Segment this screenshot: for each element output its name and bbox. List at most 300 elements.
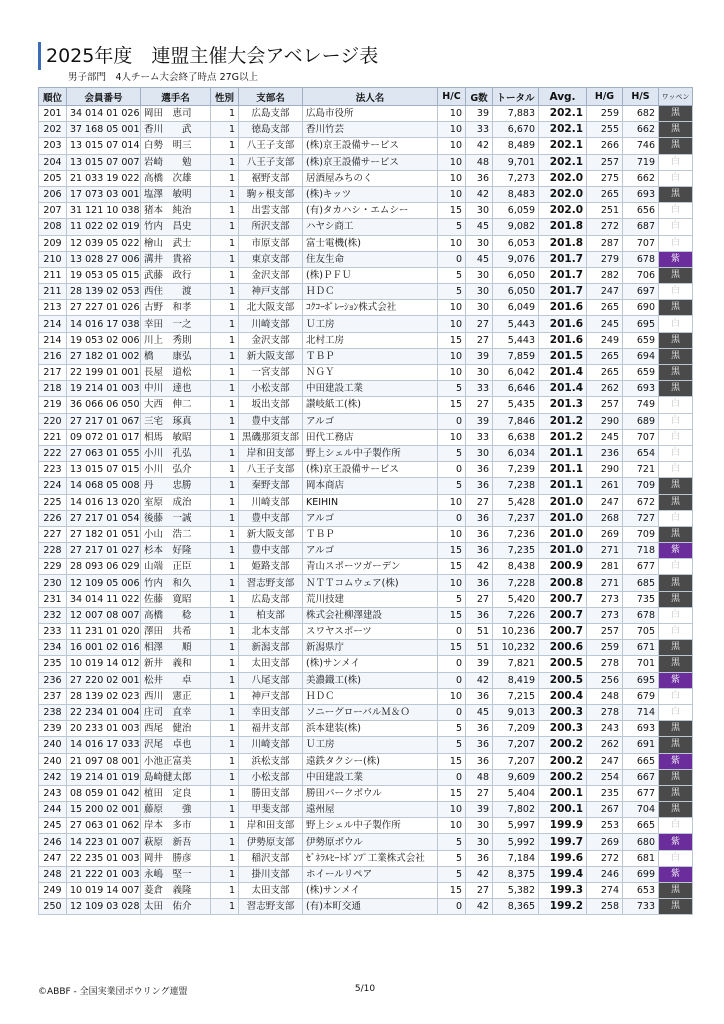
average-cell: 201.5 [539, 348, 587, 364]
average-cell: 199.4 [539, 866, 587, 882]
member-number-cell: 34 014 11 022 [67, 591, 141, 607]
games-cell: 42 [466, 672, 493, 688]
company-cell: (株)京王設備サービス [303, 462, 438, 478]
player-name-cell: 岩崎 勉 [141, 154, 211, 170]
games-cell: 42 [466, 186, 493, 202]
member-number-cell: 08 059 01 042 [67, 785, 141, 801]
gender-cell: 1 [211, 413, 239, 429]
handicap-cell: 10 [438, 300, 466, 316]
handicap-cell: 10 [438, 348, 466, 364]
column-header-high-series: H/S [623, 88, 659, 106]
average-cell: 201.1 [539, 462, 587, 478]
branch-cell: 広島支部 [239, 106, 303, 122]
games-cell: 36 [466, 462, 493, 478]
total-cell: 8,375 [493, 866, 539, 882]
patch-badge: 黒 [659, 300, 693, 316]
member-number-cell: 27 182 01 051 [67, 526, 141, 542]
table-row [39, 332, 693, 348]
player-name-cell: 永嶋 堅一 [141, 866, 211, 882]
branch-cell: 出雲支部 [239, 203, 303, 219]
total-cell: 6,053 [493, 235, 539, 251]
average-cell: 201.1 [539, 478, 587, 494]
table-row [39, 704, 693, 720]
rank-cell: 246 [39, 834, 67, 850]
patch-badge: 白 [659, 429, 693, 445]
player-name-cell: 島崎健太郎 [141, 769, 211, 785]
total-cell: 5,443 [493, 332, 539, 348]
gender-cell: 1 [211, 850, 239, 866]
branch-cell: 北本支部 [239, 624, 303, 640]
branch-cell: 甲斐支部 [239, 802, 303, 818]
player-name-cell: 竹内 昌史 [141, 219, 211, 235]
high-series-cell: 667 [623, 769, 659, 785]
table-row [39, 251, 693, 267]
table-row [39, 526, 693, 542]
table-row [39, 316, 693, 332]
games-cell: 36 [466, 737, 493, 753]
handicap-cell: 5 [438, 591, 466, 607]
games-cell: 30 [466, 235, 493, 251]
gender-cell: 1 [211, 348, 239, 364]
total-cell: 8,489 [493, 138, 539, 154]
average-cell: 200.4 [539, 688, 587, 704]
total-cell: 7,207 [493, 737, 539, 753]
high-series-cell: 665 [623, 818, 659, 834]
column-header-average: Avg. [539, 88, 587, 106]
column-header-branch: 支部名 [239, 88, 303, 106]
member-number-cell: 12 109 03 028 [67, 899, 141, 915]
rank-cell: 209 [39, 235, 67, 251]
branch-cell: 金沢支部 [239, 267, 303, 283]
member-number-cell: 12 007 08 007 [67, 607, 141, 623]
member-number-cell: 19 214 01 019 [67, 769, 141, 785]
handicap-cell: 5 [438, 445, 466, 461]
total-cell: 6,050 [493, 284, 539, 300]
games-cell: 36 [466, 478, 493, 494]
rank-cell: 211 [39, 284, 67, 300]
rank-cell: 232 [39, 607, 67, 623]
high-game-cell: 267 [587, 802, 623, 818]
company-cell: アルゴ [303, 510, 438, 526]
member-number-cell: 15 200 02 001 [67, 802, 141, 818]
player-name-cell: 武藤 政行 [141, 267, 211, 283]
branch-cell: 新潟支部 [239, 640, 303, 656]
member-number-cell: 20 233 01 003 [67, 721, 141, 737]
column-header-handicap: H/C [438, 88, 466, 106]
branch-cell: 神戸支部 [239, 284, 303, 300]
table-row [39, 624, 693, 640]
table-row [39, 478, 693, 494]
patch-badge: 黒 [659, 122, 693, 138]
games-cell: 45 [466, 704, 493, 720]
high-series-cell: 693 [623, 381, 659, 397]
total-cell: 7,184 [493, 850, 539, 866]
member-number-cell: 17 073 03 001 [67, 186, 141, 202]
high-series-cell: 665 [623, 753, 659, 769]
patch-badge: 黒 [659, 478, 693, 494]
handicap-cell: 15 [438, 203, 466, 219]
gender-cell: 1 [211, 397, 239, 413]
games-cell: 39 [466, 348, 493, 364]
member-number-cell: 14 016 17 038 [67, 316, 141, 332]
high-game-cell: 290 [587, 462, 623, 478]
branch-cell: 姫路支部 [239, 559, 303, 575]
company-cell: 北村工房 [303, 332, 438, 348]
company-cell: (株)ＰＦＵ [303, 267, 438, 283]
high-game-cell: 269 [587, 834, 623, 850]
high-series-cell: 701 [623, 656, 659, 672]
player-name-cell: 新井 義和 [141, 656, 211, 672]
total-cell: 9,076 [493, 251, 539, 267]
member-number-cell: 36 066 06 050 [67, 397, 141, 413]
rank-cell: 243 [39, 785, 67, 801]
average-cell: 202.1 [539, 154, 587, 170]
rank-cell: 239 [39, 721, 67, 737]
player-name-cell: 室原 成治 [141, 494, 211, 510]
average-cell: 201.6 [539, 316, 587, 332]
player-name-cell: 杉本 好隆 [141, 543, 211, 559]
rank-cell: 210 [39, 251, 67, 267]
company-cell: 広島市役所 [303, 106, 438, 122]
games-cell: 39 [466, 802, 493, 818]
company-cell: 野上シェル中子製作所 [303, 818, 438, 834]
gender-cell: 1 [211, 575, 239, 591]
high-game-cell: 259 [587, 640, 623, 656]
table-body [39, 106, 693, 915]
company-cell: 中田建設工業 [303, 381, 438, 397]
handicap-cell: 10 [438, 575, 466, 591]
total-cell: 9,701 [493, 154, 539, 170]
company-cell: 中田建設工業 [303, 769, 438, 785]
handicap-cell: 5 [438, 219, 466, 235]
patch-badge: 黒 [659, 802, 693, 818]
gender-cell: 1 [211, 154, 239, 170]
table-row [39, 688, 693, 704]
high-series-cell: 677 [623, 785, 659, 801]
high-series-cell: 691 [623, 737, 659, 753]
player-name-cell: 松井 卓 [141, 672, 211, 688]
average-cell: 202.0 [539, 170, 587, 186]
total-cell: 8,438 [493, 559, 539, 575]
table-row [39, 559, 693, 575]
rank-cell: 223 [39, 462, 67, 478]
patch-badge: 黒 [659, 494, 693, 510]
high-game-cell: 251 [587, 203, 623, 219]
games-cell: 48 [466, 769, 493, 785]
average-cell: 200.8 [539, 575, 587, 591]
high-game-cell: 272 [587, 850, 623, 866]
high-series-cell: 699 [623, 866, 659, 882]
member-number-cell: 10 019 14 012 [67, 656, 141, 672]
table-row [39, 267, 693, 283]
rank-cell: 227 [39, 526, 67, 542]
branch-cell: 北大阪支部 [239, 300, 303, 316]
high-series-cell: 704 [623, 802, 659, 818]
rank-cell: 237 [39, 688, 67, 704]
player-name-cell: 高橋 稔 [141, 607, 211, 623]
patch-badge: 黒 [659, 883, 693, 899]
table-row [39, 106, 693, 122]
total-cell: 10,236 [493, 624, 539, 640]
gender-cell: 1 [211, 834, 239, 850]
high-series-cell: 714 [623, 704, 659, 720]
high-game-cell: 247 [587, 494, 623, 510]
high-game-cell: 248 [587, 688, 623, 704]
total-cell: 7,238 [493, 478, 539, 494]
games-cell: 39 [466, 656, 493, 672]
patch-badge: 黒 [659, 591, 693, 607]
handicap-cell: 5 [438, 850, 466, 866]
table-row [39, 575, 693, 591]
branch-cell: 掛川支部 [239, 866, 303, 882]
member-number-cell: 27 227 01 026 [67, 300, 141, 316]
handicap-cell: 15 [438, 640, 466, 656]
rank-cell: 234 [39, 640, 67, 656]
member-number-cell: 27 217 01 067 [67, 413, 141, 429]
rank-cell: 229 [39, 559, 67, 575]
table-row [39, 640, 693, 656]
handicap-cell: 10 [438, 154, 466, 170]
table-row [39, 543, 693, 559]
high-game-cell: 265 [587, 365, 623, 381]
handicap-cell: 10 [438, 429, 466, 445]
total-cell: 6,638 [493, 429, 539, 445]
branch-cell: 八王子支部 [239, 462, 303, 478]
rank-cell: 231 [39, 591, 67, 607]
high-game-cell: 261 [587, 478, 623, 494]
company-cell: (株)キッツ [303, 186, 438, 202]
table-row [39, 203, 693, 219]
gender-cell: 1 [211, 543, 239, 559]
total-cell: 9,609 [493, 769, 539, 785]
high-series-cell: 733 [623, 899, 659, 915]
player-name-cell: 西川 憲正 [141, 688, 211, 704]
member-number-cell: 13 028 27 006 [67, 251, 141, 267]
average-cell: 201.8 [539, 219, 587, 235]
high-series-cell: 706 [623, 267, 659, 283]
gender-cell: 1 [211, 753, 239, 769]
average-cell: 202.1 [539, 138, 587, 154]
total-cell: 5,997 [493, 818, 539, 834]
member-number-cell: 19 053 05 015 [67, 267, 141, 283]
player-name-cell: 小川 孔弘 [141, 445, 211, 461]
patch-badge: 白 [659, 688, 693, 704]
gender-cell: 1 [211, 138, 239, 154]
table-row [39, 802, 693, 818]
high-game-cell: 281 [587, 559, 623, 575]
games-cell: 36 [466, 753, 493, 769]
total-cell: 7,239 [493, 462, 539, 478]
games-cell: 30 [466, 834, 493, 850]
games-cell: 33 [466, 381, 493, 397]
company-cell: 住友生命 [303, 251, 438, 267]
games-cell: 42 [466, 899, 493, 915]
games-cell: 48 [466, 154, 493, 170]
gender-cell: 1 [211, 300, 239, 316]
handicap-cell: 15 [438, 785, 466, 801]
branch-cell: 神戸支部 [239, 688, 303, 704]
high-series-cell: 695 [623, 672, 659, 688]
company-cell: アルゴ [303, 413, 438, 429]
player-name-cell: 小池正富美 [141, 753, 211, 769]
average-cell: 201.0 [539, 510, 587, 526]
branch-cell: 八王子支部 [239, 138, 303, 154]
high-series-cell: 679 [623, 688, 659, 704]
handicap-cell: 0 [438, 704, 466, 720]
high-series-cell: 671 [623, 640, 659, 656]
games-cell: 39 [466, 413, 493, 429]
high-series-cell: 719 [623, 154, 659, 170]
member-number-cell: 14 016 17 033 [67, 737, 141, 753]
member-number-cell: 22 199 01 001 [67, 365, 141, 381]
branch-cell: 所沢支部 [239, 219, 303, 235]
total-cell: 7,226 [493, 607, 539, 623]
high-game-cell: 271 [587, 575, 623, 591]
games-cell: 36 [466, 170, 493, 186]
table-row [39, 445, 693, 461]
gender-cell: 1 [211, 688, 239, 704]
average-cell: 201.7 [539, 251, 587, 267]
company-cell: ソニーグローバルＭ＆Ｏ [303, 704, 438, 720]
branch-cell: 駒ヶ根支部 [239, 186, 303, 202]
branch-cell: 東京支部 [239, 251, 303, 267]
games-cell: 30 [466, 365, 493, 381]
high-series-cell: 677 [623, 559, 659, 575]
high-game-cell: 279 [587, 251, 623, 267]
footer-copyright: ©ABBF - 全国実業団ボウリング連盟 [38, 987, 188, 997]
gender-cell: 1 [211, 704, 239, 720]
high-series-cell: 697 [623, 284, 659, 300]
games-cell: 33 [466, 122, 493, 138]
player-name-cell: 岡井 勝彦 [141, 850, 211, 866]
rank-cell: 244 [39, 802, 67, 818]
high-series-cell: 727 [623, 510, 659, 526]
gender-cell: 1 [211, 737, 239, 753]
handicap-cell: 10 [438, 365, 466, 381]
rank-cell: 220 [39, 413, 67, 429]
total-cell: 6,034 [493, 445, 539, 461]
rank-cell: 203 [39, 138, 67, 154]
player-name-cell: 猪本 純治 [141, 203, 211, 219]
table-row [39, 672, 693, 688]
player-name-cell: 大西 伸二 [141, 397, 211, 413]
high-game-cell: 274 [587, 883, 623, 899]
rank-cell: 216 [39, 348, 67, 364]
branch-cell: 川崎支部 [239, 316, 303, 332]
high-game-cell: 236 [587, 445, 623, 461]
table-row [39, 834, 693, 850]
branch-cell: 太田支部 [239, 656, 303, 672]
games-cell: 39 [466, 106, 493, 122]
player-name-cell: 澤田 共希 [141, 624, 211, 640]
handicap-cell: 0 [438, 656, 466, 672]
rank-cell: 211 [39, 267, 67, 283]
total-cell: 7,237 [493, 510, 539, 526]
table-row [39, 186, 693, 202]
table-row [39, 235, 693, 251]
gender-cell: 1 [211, 106, 239, 122]
average-cell: 200.1 [539, 802, 587, 818]
gender-cell: 1 [211, 802, 239, 818]
total-cell: 7,236 [493, 526, 539, 542]
total-cell: 5,992 [493, 834, 539, 850]
total-cell: 7,883 [493, 106, 539, 122]
high-game-cell: 257 [587, 154, 623, 170]
member-number-cell: 13 015 07 014 [67, 138, 141, 154]
company-cell: 居酒屋みちのく [303, 170, 438, 186]
gender-cell: 1 [211, 510, 239, 526]
high-game-cell: 253 [587, 818, 623, 834]
table-row [39, 122, 693, 138]
table-row [39, 850, 693, 866]
games-cell: 27 [466, 785, 493, 801]
patch-badge: 白 [659, 445, 693, 461]
player-name-cell: 藤原 強 [141, 802, 211, 818]
member-number-cell: 21 097 08 001 [67, 753, 141, 769]
high-game-cell: 245 [587, 429, 623, 445]
average-cell: 201.6 [539, 332, 587, 348]
member-number-cell: 22 235 01 003 [67, 850, 141, 866]
member-number-cell: 13 015 07 007 [67, 154, 141, 170]
column-header-patch: ワッペン [659, 88, 693, 106]
games-cell: 45 [466, 219, 493, 235]
average-cell: 201.0 [539, 494, 587, 510]
player-name-cell: 古野 和孝 [141, 300, 211, 316]
high-game-cell: 257 [587, 624, 623, 640]
branch-cell: 金沢支部 [239, 332, 303, 348]
player-name-cell: 檜山 武士 [141, 235, 211, 251]
rank-cell: 248 [39, 866, 67, 882]
high-game-cell: 265 [587, 186, 623, 202]
handicap-cell: 10 [438, 122, 466, 138]
patch-badge: 白 [659, 818, 693, 834]
high-series-cell: 690 [623, 300, 659, 316]
company-cell: (株)サンメイ [303, 656, 438, 672]
member-number-cell: 19 214 01 003 [67, 381, 141, 397]
handicap-cell: 10 [438, 818, 466, 834]
branch-cell: 太田支部 [239, 883, 303, 899]
handicap-cell: 5 [438, 834, 466, 850]
player-name-cell: 西住 渡 [141, 284, 211, 300]
high-game-cell: 269 [587, 526, 623, 542]
patch-badge: 白 [659, 203, 693, 219]
average-cell: 199.3 [539, 883, 587, 899]
total-cell: 9,013 [493, 704, 539, 720]
average-cell: 202.0 [539, 186, 587, 202]
rank-cell: 214 [39, 332, 67, 348]
gender-cell: 1 [211, 170, 239, 186]
high-game-cell: 265 [587, 300, 623, 316]
average-cell: 201.8 [539, 235, 587, 251]
high-series-cell: 687 [623, 219, 659, 235]
average-cell: 200.5 [539, 656, 587, 672]
total-cell: 6,670 [493, 122, 539, 138]
player-name-cell: 長屋 道松 [141, 365, 211, 381]
gender-cell: 1 [211, 607, 239, 623]
average-cell: 200.5 [539, 672, 587, 688]
company-cell: 岡本商店 [303, 478, 438, 494]
rank-cell: 240 [39, 753, 67, 769]
player-name-cell: 庄司 直幸 [141, 704, 211, 720]
patch-badge: 白 [659, 413, 693, 429]
high-game-cell: 259 [587, 106, 623, 122]
gender-cell: 1 [211, 526, 239, 542]
high-series-cell: 678 [623, 251, 659, 267]
games-cell: 27 [466, 332, 493, 348]
table-row [39, 866, 693, 882]
player-name-cell: 太田 佑介 [141, 899, 211, 915]
player-name-cell: 竹内 和久 [141, 575, 211, 591]
